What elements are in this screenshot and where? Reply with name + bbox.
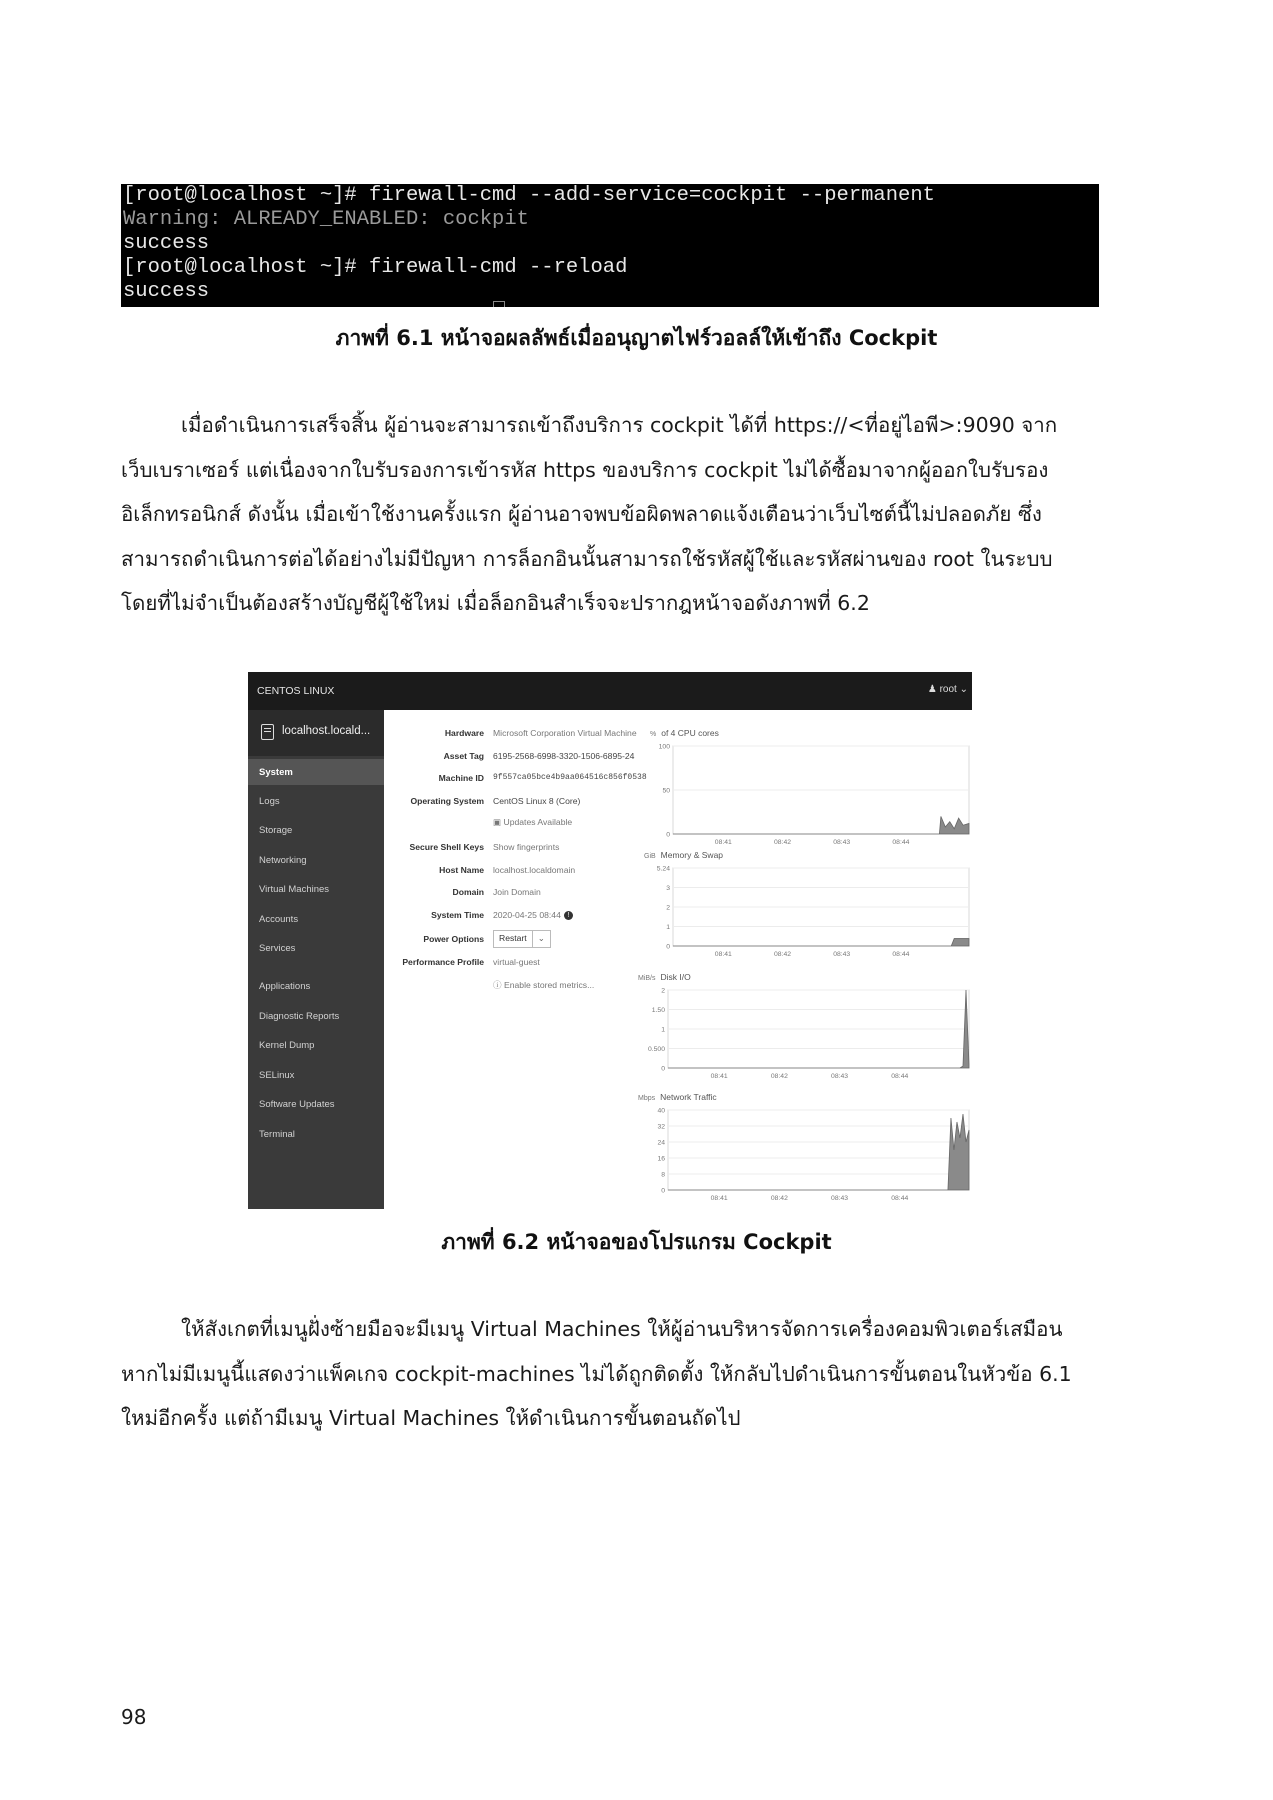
chart-x-tick-label: 08:42: [770, 1195, 788, 1202]
cpu-title: of 4 CPU cores: [661, 728, 719, 738]
nav-selinux[interactable]: SELinux: [259, 1070, 295, 1081]
chart-x-tick-label: 08:41: [710, 1073, 728, 1080]
memory-unit: GiB: [644, 853, 656, 860]
terminal-line: [root@localhost ~]# firewall-cmd --reload: [123, 256, 628, 279]
paragraph-line: ใหม่อีกครั้ง แต่ถ้ามีเมนู Virtual Machines ให้ดำเนินการขั้นตอนถัดไป: [121, 1406, 741, 1430]
chart-y-tick-label: 50: [662, 787, 670, 795]
chart-x-tick-label: 08:43: [831, 1073, 849, 1080]
chart-y-tick-label: 32: [657, 1123, 665, 1131]
disk-chart: [638, 984, 972, 1084]
updates-link[interactable]: [493, 817, 572, 828]
info-icon: !: [564, 911, 573, 920]
chart-x-tick-label: 08:44: [892, 839, 910, 846]
paragraph-line: ให้สังเกตที่เมนูฝั่งซ้ายมือจะมีเมนู Virtual Machines ให้ผู้อ่านบริหารจัดการเครื่องคอมพิวเตอร์เสมือน: [181, 1317, 1063, 1341]
machine-id-value: 9f557ca05bce4b9aa064516c856f0538: [493, 773, 647, 782]
hardware-value: Microsoft Corporation Virtual Machine: [493, 728, 637, 738]
chart-y-tick-label: 1: [661, 1026, 665, 1034]
package-icon: ▣: [493, 817, 502, 827]
paragraph-line: เมื่อดำเนินการเสร็จสิ้น ผู้อ่านจะสามารถเข้าถึงบริการ cockpit ได้ที่ https://<ที่อยู่ไอพี>:9090 จาก: [181, 413, 1058, 437]
brand-label: CENTOS LINUX: [257, 685, 335, 697]
host-selector[interactable]: [248, 710, 384, 756]
chart-x-tick-label: 08:44: [891, 1073, 909, 1080]
chart-x-tick-label: 08:42: [774, 839, 792, 846]
terminal-line: success: [123, 232, 210, 255]
domain-link[interactable]: Join Domain: [493, 887, 541, 897]
chart-x-tick-label: 08:43: [831, 1195, 849, 1202]
hostname-label: Host Name: [439, 865, 484, 875]
chart-y-tick-label: 2: [666, 904, 670, 912]
chart-y-tick-label: 1: [666, 924, 670, 931]
chart-x-tick-label: 08:43: [833, 839, 851, 846]
nav-virtual-machines[interactable]: Virtual Machines: [259, 884, 330, 895]
paragraph-line: โดยที่ไม่จำเป็นต้องสร้างบัญชีผู้ใช้ใหม่ เมื่อล็อกอินสำเร็จจะปรากฎหน้าจอดังภาพที่ 6.2: [121, 591, 870, 615]
chart-y-tick-label: 5.24: [656, 865, 670, 873]
chart-y-tick-label: 16: [657, 1155, 665, 1163]
asset-tag-value: 6195-2568-6998-3320-1506-6895-24: [493, 751, 635, 761]
memory-title: Memory & Swap: [660, 850, 724, 860]
chart-y-tick-label: 0: [661, 1065, 665, 1073]
server-icon: [261, 724, 274, 740]
chart-x-tick-label: 08:44: [891, 1195, 909, 1202]
system-time-label: System Time: [431, 910, 484, 920]
os-value: CentOS Linux 8 (Core): [493, 796, 581, 806]
paragraph-2: [121, 1307, 1099, 1441]
nav-services[interactable]: Services: [259, 943, 296, 954]
figure-6-2-caption: ภาพที่ 6.2 หน้าจอของโปรแกรม Cockpit: [441, 1230, 832, 1254]
system-time-value: 2020-04-25 08:44: [493, 910, 561, 920]
chart-x-tick-label: 08:41: [710, 1195, 728, 1202]
performance-profile-label: Performance Profile: [402, 957, 484, 967]
performance-profile-link[interactable]: virtual-guest: [493, 957, 540, 967]
chart-y-tick-label: 100: [658, 743, 670, 751]
restart-label: Restart: [499, 933, 527, 943]
machine-id-label: Machine ID: [438, 773, 484, 783]
nav-applications[interactable]: Applications: [259, 981, 311, 992]
disk-chart-title: [638, 972, 691, 982]
terminal-line: Warning: ALREADY_ENABLED: cockpit: [123, 208, 529, 231]
enable-metrics-link[interactable]: [493, 979, 594, 991]
chart-x-tick-label: 08:42: [774, 951, 792, 958]
chart-x-tick-label: 08:44: [892, 951, 910, 958]
hostname-link[interactable]: localhost.localdomain: [493, 865, 576, 875]
chart-plot-area: [668, 1110, 969, 1190]
disk-title: Disk I/O: [660, 972, 691, 982]
nav-system[interactable]: System: [248, 759, 384, 785]
nav-storage[interactable]: Storage: [259, 825, 293, 836]
domain-label: Domain: [452, 887, 484, 897]
chart-y-tick-label: 40: [657, 1107, 665, 1115]
terminal-line: [root@localhost ~]# firewall-cmd --add-service=cockpit --permanent: [123, 184, 935, 207]
cpu-unit: %: [650, 731, 657, 738]
chart-x-tick-label: 08:41: [714, 951, 732, 958]
nav-networking[interactable]: Networking: [259, 855, 307, 866]
memory-chart-title: [644, 850, 723, 860]
nav-software-updates[interactable]: Software Updates: [259, 1099, 335, 1110]
paragraph-line: เว็บเบราเซอร์ แต่เนื่องจากใบรับรองการเข้ารหัส https ของบริการ cockpit ไม่ได้ซื้อมาจากผู้ออกใบรับรอง: [121, 457, 1049, 482]
terminal-line: success: [123, 280, 210, 303]
page-number: 98: [121, 1705, 147, 1729]
paragraph-line: อิเล็กทรอนิกส์ ดังนั้น เมื่อเข้าใช้งานครั้งแรก ผู้อ่านอาจพบข้อผิดพลาดแจ้งเตือนว่าเว็บไซต์นี้ไม่ปลอดภัย ซึ่ง: [121, 502, 1042, 526]
chart-x-tick-label: 08:43: [833, 951, 851, 958]
info-circle-icon: ⓘ: [493, 980, 502, 990]
network-title: Network Traffic: [660, 1092, 717, 1102]
os-label: Operating System: [410, 796, 484, 806]
disk-unit: MiB/s: [638, 975, 656, 982]
chart-y-tick-label: 0: [666, 943, 670, 951]
ssh-keys-link[interactable]: Show fingerprints: [493, 842, 560, 852]
chart-x-tick-label: 08:42: [770, 1073, 788, 1080]
nav-diagnostic-reports[interactable]: Diagnostic Reports: [259, 1011, 340, 1022]
hardware-label: Hardware: [444, 728, 484, 738]
memory-chart: [643, 862, 972, 962]
paragraph-line: สามารถดำเนินการต่อได้อย่างไม่มีปัญหา การล็อกอินนั้นสามารถใช้รหัสผู้ใช้และรหัสผ่านของ root ในระบบ: [121, 546, 1053, 571]
user-icon: ♟: [927, 684, 937, 695]
nav-accounts[interactable]: Accounts: [259, 914, 299, 925]
nav-terminal[interactable]: Terminal: [259, 1129, 295, 1140]
paragraph-line: หากไม่มีเมนูนี้แสดงว่าแพ็คเกจ cockpit-machines ไม่ได้ถูกติดตั้ง ให้กลับไปดำเนินการขั้นตอนในหัวข้อ 6.1: [121, 1361, 1072, 1386]
cockpit-topbar: [248, 672, 972, 710]
network-unit: Mbps: [638, 1095, 656, 1102]
chart-y-tick-label: 1.50: [651, 1007, 665, 1014]
cockpit-screenshot: [248, 672, 972, 1209]
power-options-label: Power Options: [423, 934, 484, 944]
network-chart-title: [638, 1092, 717, 1102]
chart-y-tick-label: 0.500: [647, 1046, 665, 1053]
paragraph-1: [121, 403, 1099, 626]
cpu-chart: [643, 740, 972, 850]
asset-tag-label: Asset Tag: [443, 751, 484, 761]
chart-y-tick-label: 3: [666, 885, 670, 892]
chevron-down-icon[interactable]: ⌄: [532, 931, 550, 947]
chart-y-tick-label: 24: [657, 1139, 665, 1147]
chart-y-tick-label: 2: [661, 987, 665, 995]
enable-metrics-label: Enable stored metrics...: [504, 980, 595, 990]
host-label: localhost.locald...: [282, 725, 371, 737]
terminal-screenshot: [121, 184, 1099, 307]
updates-label: Updates Available: [503, 817, 573, 827]
network-chart: [638, 1104, 972, 1206]
user-menu[interactable]: [928, 684, 968, 695]
chart-x-tick-label: 08:41: [714, 839, 732, 846]
chart-y-tick-label: 8: [661, 1171, 665, 1179]
ssh-keys-label: Secure Shell Keys: [409, 842, 484, 852]
chart-y-tick-label: 0: [661, 1187, 665, 1195]
nav-kernel-dump[interactable]: Kernel Dump: [259, 1040, 315, 1051]
user-name: root: [939, 684, 957, 695]
system-time-link[interactable]: [493, 910, 573, 920]
restart-button[interactable]: [493, 930, 551, 948]
figure-6-1-caption: ภาพที่ 6.1 หน้าจอผลลัพธ์เมื่ออนุญาตไฟร์วอลล์ให้เข้าถึง Cockpit: [335, 326, 938, 350]
cockpit-sidebar: [248, 710, 384, 1209]
chart-y-tick-label: 0: [666, 831, 670, 839]
terminal-cursor: [493, 301, 505, 307]
cpu-chart-title: [650, 728, 719, 738]
chevron-down-icon: ⌄: [959, 684, 968, 695]
nav-logs[interactable]: Logs: [259, 796, 280, 807]
